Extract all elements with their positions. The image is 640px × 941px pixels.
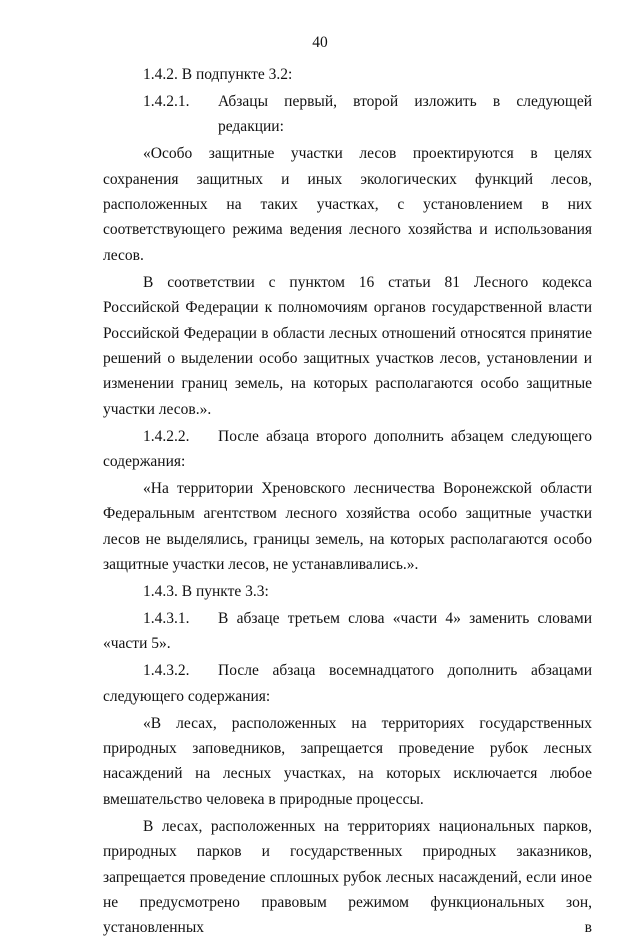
item-1-4-2-1 (103, 89, 592, 140)
item-text-continuation: содержания: (103, 453, 186, 471)
item-text: После абзаца второго дополнить абзацем следующего (218, 427, 592, 445)
quoted-paragraph-protected-areas: «Особо защитные участки лесов проектируются в целях сохранения защитных и иных экологических функций лесов, расположенных на таких участках, с установлением в них соответствующего режима ведения лесного хозяйства и использования лесов. (103, 145, 592, 264)
subsection-heading-1-4-3: 1.4.3. В пункте 3.3: (143, 583, 269, 601)
item-text: Абзацы первый, второй изложить в следующей редакции: (218, 92, 592, 136)
paragraph-forest-code-reference: В соответствии с пунктом 16 статьи 81 Лесного кодекса Российской Федерации к полномочиям органов государственной власти Российской Федерации в области лесных отношений относятся принятие решений о выделении особо защитных участков лесов, установлении и изменении границ земель, на которых располагаются особо защитные участки лесов.». (103, 273, 592, 418)
item-number: 1.4.2.1. (143, 92, 190, 110)
item-text-continuation: «части 5». (103, 635, 171, 653)
paragraph-national-parks: В лесах, расположенных на территориях национальных парков, природных парков и государственных природных заказников, запрещается проведение сплошных рубок лесных насаждений, если иное не предусмотрено правовым режимом функциональных зон, установленных в (103, 817, 592, 937)
item-text: В абзаце третьем слова «части 4» заменить словами (218, 610, 592, 628)
quoted-paragraph-reserves: «В лесах, расположенных на территориях государственных природных заповедников, запрещается проведение рубок лесных насаждений на лесных участках, на которых исключается любое вмешательство человека в природные процессы. (103, 714, 592, 808)
item-number: 1.4.3.1. (143, 610, 190, 628)
item-1-4-3-2 (103, 658, 592, 683)
item-number: 1.4.2.2. (143, 427, 190, 445)
item-number: 1.4.3.2. (143, 662, 190, 680)
item-text-continuation: следующего содержания: (103, 687, 271, 705)
item-1-4-3-1 (103, 606, 592, 631)
document-body (103, 62, 592, 941)
item-1-4-2-2 (103, 424, 592, 449)
item-text: После абзаца восемнадцатого дополнить абзацами (218, 662, 592, 680)
page-number: 40 (312, 34, 328, 51)
quoted-paragraph-khrenovskoe: «На территории Хреновского лесничества Воронежской области Федеральным агентством лесного хозяйства особо защитные участки лесов не выделялись, границы земель, на которых располагаются особо защитные участки лесов, не устанавливались.». (103, 480, 592, 574)
subsection-heading-1-4-2: 1.4.2. В подпункте 3.2: (143, 66, 293, 83)
